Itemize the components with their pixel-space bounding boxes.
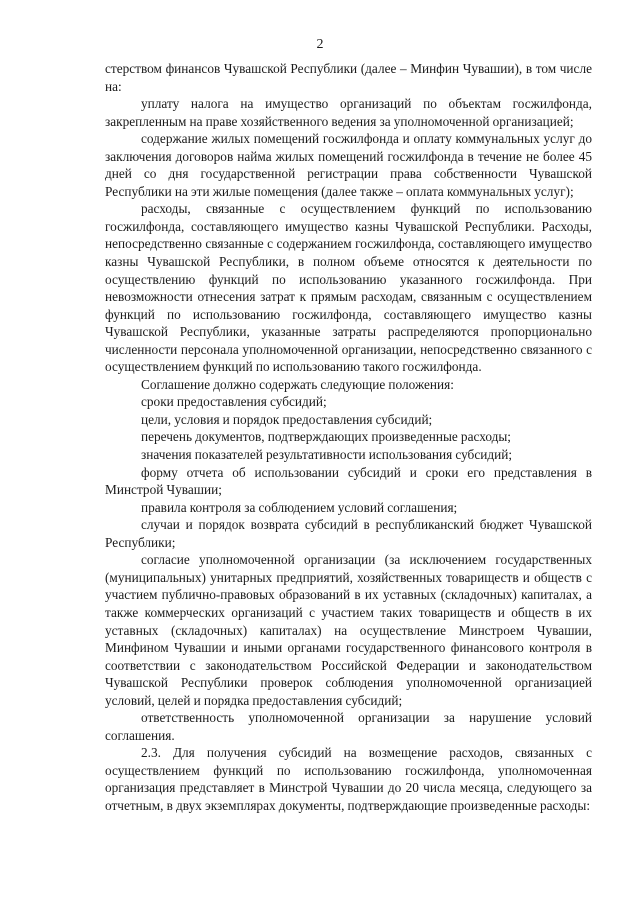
page-number: 2	[316, 37, 324, 52]
paragraph: уплату налога на имущество организаций по объектам госжилфонда, закрепленным на праве хозяйственного ведения за уполномоченной организацией;	[105, 96, 592, 129]
paragraph: случаи и порядок возврата субсидий в республиканский бюджет Чувашской Республики;	[105, 517, 592, 550]
paragraph: правила контроля за соблюдением условий соглашения;	[141, 499, 458, 515]
paragraph: ответственность уполномоченной организации за нарушение условий соглашения.	[105, 710, 592, 743]
paragraph: стерством финансов Чувашской Республики (далее – Минфин Чувашии), в том числе на:	[105, 61, 592, 94]
paragraph: форму отчета об использовании субсидий и сроки его представления в Минстрой Чувашии;	[105, 464, 592, 498]
paragraph: содержание жилых помещений госжилфонда и оплату коммунальных услуг до заключения договоров найма жилых помещений госжилфонда в течение не более 45 дней со дня государственной регистрации права собственности Чувашской Республики на эти жилые помещения (далее также – оплата коммунальных услуг);	[105, 131, 592, 199]
paragraph: перечень документов, подтверждающих произведенные расходы;	[141, 429, 511, 445]
document-body	[105, 60, 592, 815]
paragraph: расходы, связанные с осуществлением функций по использованию госжилфонда, составляющего имущество казны Чувашской Республики. Расходы, непосредственно связанные с содержанием госжилфонда, составляющего имущество казны Чувашской Республики, в полном объеме относятся к деятельности по осуществлению функций по использованию указанного госжилфонда. При невозможности отнесения затрат к прямым расходам, связанным с осуществлением функций по использованию госжилфонда, составляющего имущество казны Чувашской Республики, указанные затраты распределяются пропорционально численности персонала уполномоченной организации, непосредственно связанного с осуществлением функций по использованию такого госжилфонда.	[105, 201, 592, 375]
paragraph: Соглашение должно содержать следующие положения:	[141, 376, 454, 392]
paragraph: цели, условия и порядок предоставления субсидий;	[141, 411, 433, 427]
paragraph: сроки предоставления субсидий;	[141, 394, 327, 410]
paragraph: 2.3. Для получения субсидий на возмещение расходов, связанных с осуществлением функций по использованию госжилфонда, уполномоченная организация представляет в Минстрой Чувашии до 20 числа месяца, следующего за отчетным, в двух экземплярах документы, подтверждающие произведенные расходы:	[105, 745, 592, 813]
paragraph: согласие уполномоченной организации (за исключением государственных (муниципальных) унитарных предприятий, хозяйственных товариществ и обществ с участием публично-правовых образований в их уставных (складочных) капиталах, а также коммерческих организаций с участием таких товариществ и обществ в их уставных (складочных) капиталах) на осуществление Минстроем Чувашии, Минфином Чувашии и иными органами государственного финансового контроля в соответствии с законодательством Российской Федерации и законодательством Чувашской Республики проверок соблюдения уполномоченной организацией условий, целей и порядка предоставления субсидий;	[105, 552, 592, 708]
paragraph: значения показателей результативности использования субсидий;	[141, 447, 513, 463]
